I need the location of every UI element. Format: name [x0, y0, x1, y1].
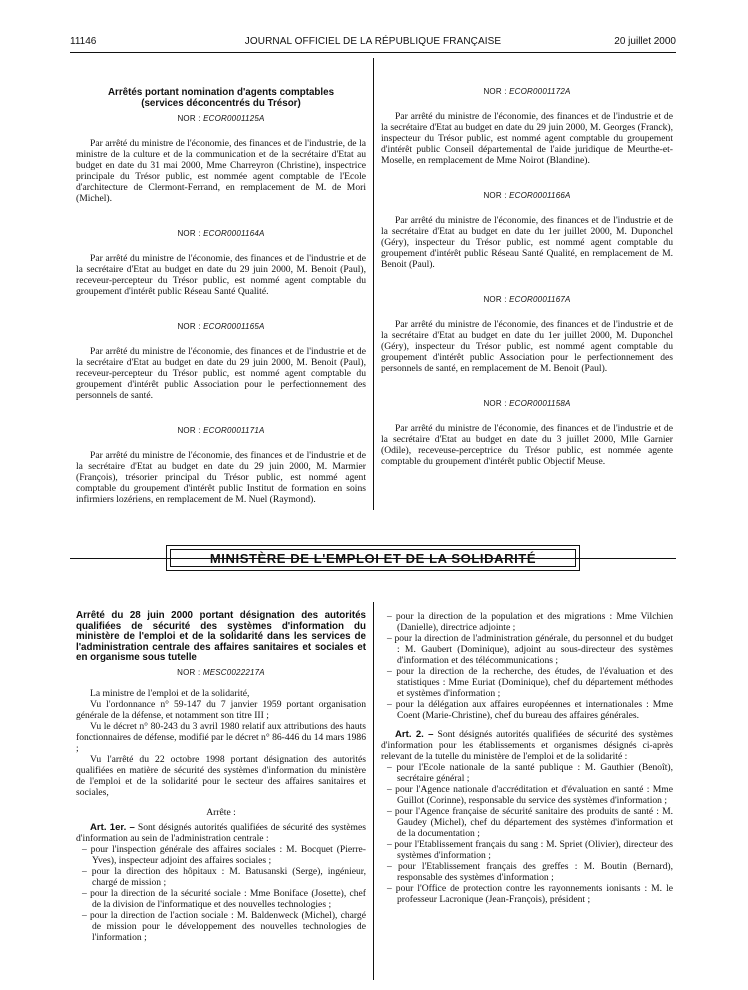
left-top-column	[76, 88, 366, 505]
decree-paragraph: Par arrêté du ministre de l'économie, des finances et de l'industrie et de la secrétaire d'Etat au budget en date du 29 juin 2000, M. Marmier (François), trésorier principal du Trésor public, est nommé agent comptable du groupement d'intérêt public Institut de formation en soins infirmiers lozériens, en remplacement de M. Nuel (Raymond).	[76, 450, 366, 505]
article-2: Art. 2. – Sont désignés autorités qualifiées de sécurité des systèmes d'information pour les établissements et organismes désignés ci-après relevant de la tutelle du ministère de l'emploi et de la solidarité :	[381, 729, 673, 762]
decree-intro: La ministre de l'emploi et de la solidarité,	[90, 687, 250, 699]
list-item: – pour la direction de l'administration générale, du personnel et du budget : M. Gaubert (Dominique), adjoint au sous-directeur des systèmes d'information et des télécommunications ;	[387, 633, 673, 666]
visa-paragraph: Vu le décret n° 80-243 du 3 avril 1980 relatif aux attributions des hauts fonctionnaires de défense, modifié par le décret n° 86-446 du 14 mars 1986 ;	[76, 720, 366, 754]
nor-reference: NOR : ECOR0001164A	[177, 229, 265, 238]
decree-paragraph: Par arrêté du ministre de l'économie, des finances et de l'industrie et de la secrétaire d'Etat au budget en date du 1er juillet 2000, M. Duponchel (Géry), inspecteur du Trésor public, est nommé agent comptable du groupement d'intérêt public Réseau Santé Qualité, en remplacement de M. Benoit (Paul).	[381, 215, 673, 270]
ministry-heading: MINISTÈRE DE L'EMPLOI ET DE LA SOLIDARITÉ	[170, 549, 576, 567]
list-item: – pour l'Office de protection contre les rayonnements ionisants : M. le professeur Lacronique (Jean-François), président ;	[387, 883, 673, 905]
right-top-column	[381, 86, 673, 467]
page-number: 11146	[70, 36, 97, 47]
list-item: – pour la direction de la recherche, des études, de l'évaluation et des statistiques : Mme Euriat (Dominique), chef du département méthodes et systèmes d'information ;	[387, 666, 673, 699]
nor-reference: NOR : ECOR0001125A	[177, 114, 265, 123]
article-1: Art. 1er. – Sont désignés autorités qualifiées de sécurité des systèmes d'information au sein de l'administration centrale :	[76, 821, 366, 844]
column-divider-top	[373, 58, 374, 510]
decree-paragraph: Par arrêté du ministre de l'économie, des finances et de l'industrie et de la secrétaire d'Etat au budget en date du 29 juin 2000, M. Georges (Franck), inspecteur du Trésor public, est nommé agent comptable du groupement d'intérêt public Conseil départemental de l'aide juridique de Meurthe-et-Moselle, en remplacement de Mme Noirot (Blandine).	[381, 111, 673, 166]
visa-paragraph: Vu l'arrêté du 22 octobre 1998 portant désignation des autorités qualifiées en matière de sécurité des systèmes d'information du ministère de l'emploi et de la solidarité pour le secteur des affaires sanitaires et sociales,	[76, 753, 366, 798]
decree-title: Arrêté du 28 juin 2000 portant désignation des autorités qualifiées de sécurité des systèmes d'information du ministère de l'emploi et de la solidarité dans les services de l'administration centrale des affaires sanitaires et sociales et en organisme sous tutelle	[76, 610, 366, 663]
issue-date: 20 juillet 2000	[614, 36, 676, 47]
page-header	[70, 36, 676, 50]
decree-paragraph: Par arrêté du ministre de l'économie, des finances et de l'industrie et de la secrétaire d'Etat au budget en date du 29 juin 2000, M. Benoit (Paul), receveur-percepteur du Trésor public, est nommé agent comptable du groupement d'intérêt public Réseau Santé Qualité.	[76, 253, 366, 297]
nor-reference: NOR : ECOR0001166A	[483, 191, 571, 200]
journal-title: JOURNAL OFFICIEL DE LA RÉPUBLIQUE FRANÇAISE	[244, 36, 502, 47]
list-item: – pour la direction de la population et des migrations : Mme Vilchien (Danielle), directrice adjointe ;	[387, 611, 673, 633]
ministry-heading-box	[166, 545, 580, 571]
section-subtitle: (services déconcentrés du Trésor)	[141, 97, 301, 109]
decree-paragraph: Par arrêté du ministre de l'économie, des finances et de l'industrie et de la secrétaire d'Etat au budget en date du 1er juillet 2000, M. Duponchel (Géry), inspecteur du Trésor public, est nommé agent comptable du groupement d'intérêt public Association pour le perfectionnement des personnels de santé, en remplacement de M. Benoit (Paul).	[381, 319, 673, 374]
list-item: – pour la direction des hôpitaux : M. Batusanski (Serge), ingénieur, chargé de mission ;	[82, 865, 366, 888]
column-divider-bottom	[373, 602, 374, 980]
list-item: – pour l'inspection générale des affaires sociales : M. Bocquet (Pierre-Yves), inspecteur adjoint des affaires sociales ;	[82, 843, 366, 866]
section-title: Arrêtés portant nomination d'agents comptables	[107, 87, 335, 98]
nor-reference: NOR : MESC0022217A	[177, 667, 265, 677]
nor-reference: NOR : ECOR0001165A	[177, 322, 265, 331]
article-2-label: Art. 2. –	[395, 729, 434, 740]
decree-paragraph: Par arrêté du ministre de l'économie, des finances et de l'industrie et de la secrétaire d'Etat au budget en date du 29 juin 2000, M. Benoit (Paul), receveur-percepteur du Trésor public, est nommé agent comptable du groupement d'intérêt public Association pour le perfectionnement des personnels de santé.	[76, 346, 366, 401]
decree-paragraph: Par arrêté du ministre de l'économie, des finances et de l'industrie, de la ministre de la culture et de la communication et de la secrétaire d'Etat au budget en date du 31 mai 2000, Mme Charreyron (Christine), inspectrice principale du Trésor public, est nommée agent comptable de l'Ecole d'architecture de Clermont-Ferrand, en remplacement de M. de Mori (Michel).	[76, 138, 366, 204]
left-bottom-column	[76, 611, 366, 943]
list-item: – pour l'Agence française de sécurité sanitaire des produits de santé : M. Gaudey (Michel), chef du département des systèmes d'information et de la documentation ;	[387, 806, 673, 839]
list-item: – pour la direction de la sécurité sociale : Mme Boniface (Josette), chef de la division de l'informatique et des nouvelles technologies ;	[82, 887, 366, 910]
nor-reference: NOR : ECOR0001172A	[483, 87, 571, 96]
list-item: – pour la direction de l'action sociale : M. Baldenweck (Michel), chargé de mission pour le développement des nouvelles technologies de l'information ;	[82, 909, 366, 943]
list-item: – pour la délégation aux affaires européennes et internationales : Mme Coent (Marie-Christine), chef du bureau des affaires générales.	[387, 699, 673, 721]
list-item: – pour l'Etablissement français des greffes : M. Boutin (Bernard), responsable des systèmes d'information ;	[387, 861, 673, 883]
visa-paragraph: Vu l'ordonnance n° 59-147 du 7 janvier 1959 portant organisation générale de la défense, et notamment son titre III ;	[76, 698, 366, 721]
list-item: – pour l'Agence nationale d'accréditation et d'évaluation en santé : Mme Guillot (Corinne), responsable du service des systèmes d'information ;	[387, 784, 673, 806]
header-rule	[70, 52, 676, 53]
nor-reference: NOR : ECOR0001171A	[177, 426, 265, 435]
article-1-label: Art. 1er. –	[90, 821, 135, 833]
nor-reference: NOR : ECOR0001167A	[483, 295, 571, 304]
list-item: – pour l'Ecole nationale de la santé publique : M. Gauthier (Benoît), secrétaire général ;	[387, 762, 673, 784]
right-bottom-column	[381, 611, 673, 905]
nor-reference: NOR : ECOR0001158A	[483, 399, 571, 408]
decree-paragraph: Par arrêté du ministre de l'économie, des finances et de l'industrie et de la secrétaire d'Etat au budget en date du 3 juillet 2000, Mlle Garnier (Odile), receveuse-perceptrice du Trésor public, est nommée agente comptable du groupement d'intérêt public Objectif Meuse.	[381, 423, 673, 467]
arrete-label: Arrête :	[206, 806, 236, 818]
list-item: – pour l'Etablissement français du sang : M. Spriet (Olivier), directeur des systèmes d'information ;	[387, 839, 673, 861]
